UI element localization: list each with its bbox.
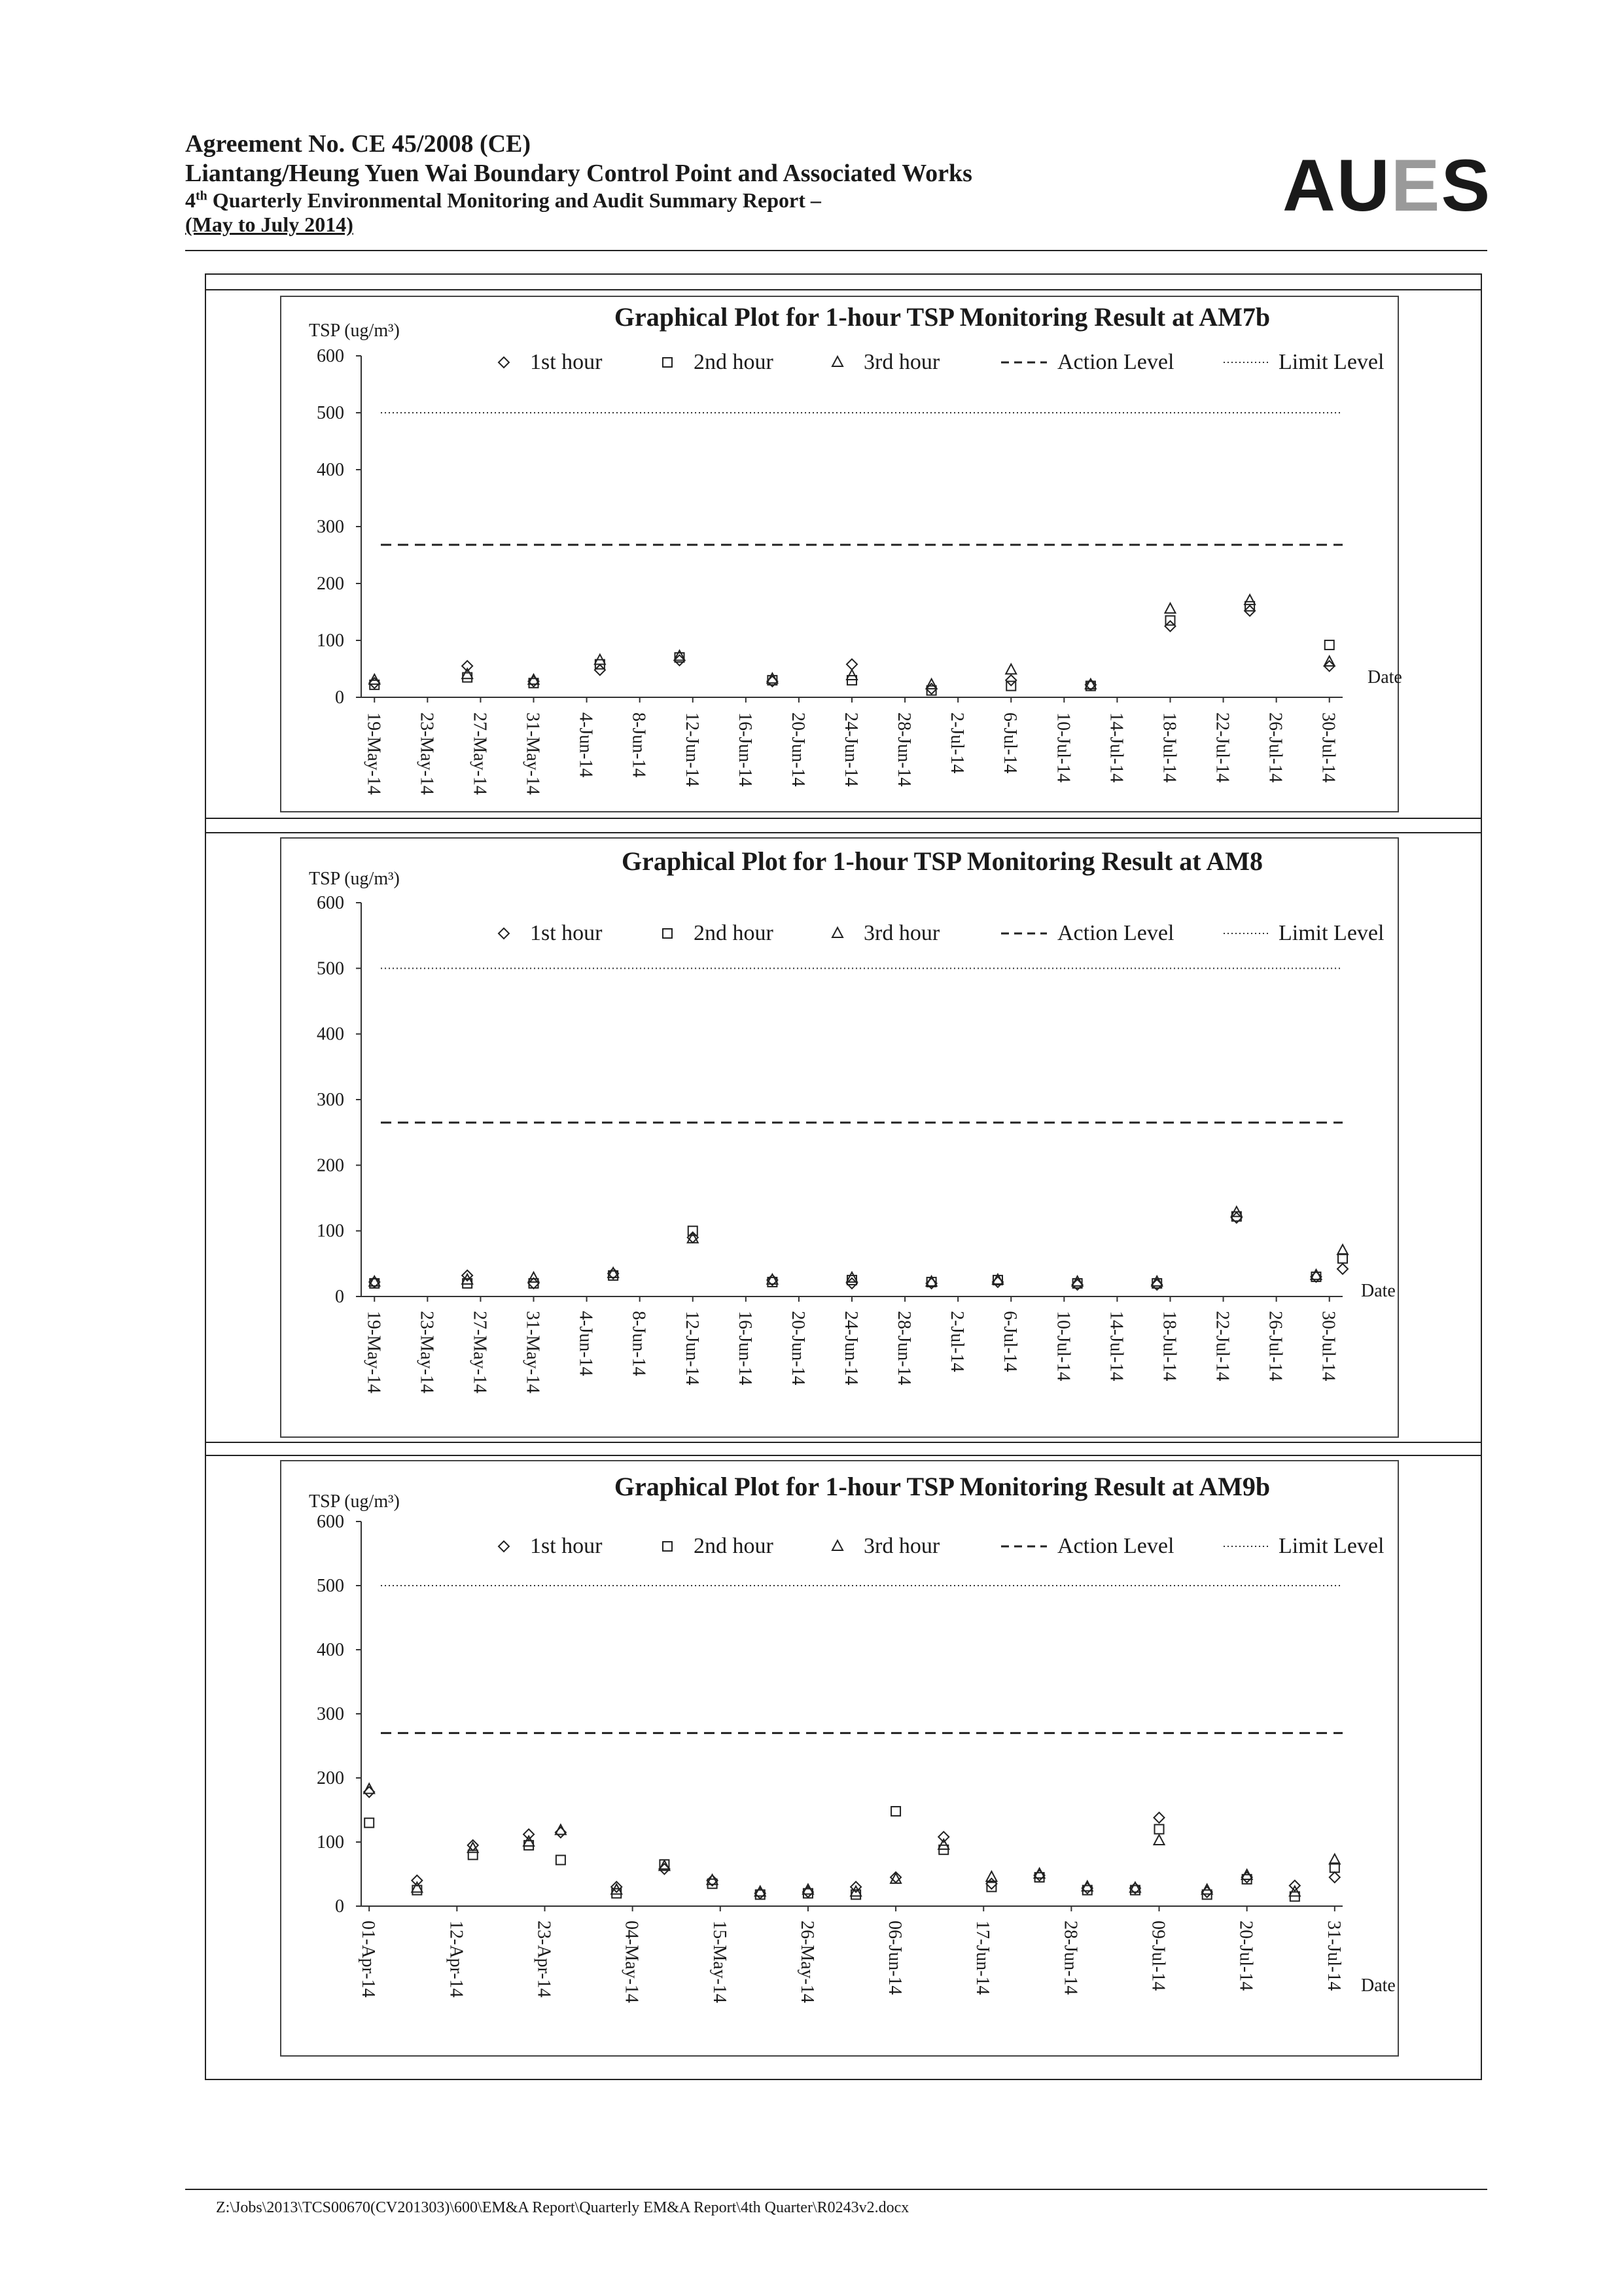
report-title [185, 188, 972, 213]
x-tick-label: 23-May-14 [416, 1311, 437, 1393]
y-tick-label: 400 [317, 1640, 344, 1660]
x-tick-label: 19-May-14 [363, 1311, 384, 1393]
report-title-num: 4 [185, 188, 196, 212]
x-tick-label: 20-Jun-14 [787, 1311, 808, 1385]
x-tick-label: 12-Jun-14 [681, 1311, 702, 1385]
chart-title: Graphical Plot for 1-hour TSP Monitoring Result at AM7b [614, 302, 1271, 332]
first-hour-point [847, 659, 857, 670]
legend-action-level: Action Level [1057, 921, 1174, 945]
x-tick-label: 24-Jun-14 [841, 1311, 861, 1385]
third-hour-point [1072, 1276, 1083, 1286]
series-3 [369, 595, 1334, 689]
legend-first-hour: 1st hour [530, 350, 603, 374]
file-path: Z:\Jobs\2013\TCS00670(CV201303)\600\EM&A Report\Quarterly EM&A Report\4th Quarter\R0243v2.docx [216, 2199, 909, 2216]
first-hour-point [1006, 675, 1016, 686]
x-tick-label: 04-May-14 [621, 1921, 642, 2003]
aues-logo [1282, 145, 1492, 226]
y-tick-label: 0 [335, 687, 344, 708]
series-2 [370, 602, 1333, 695]
series-1 [369, 606, 1334, 694]
x-tick-label: 17-Jun-14 [972, 1921, 993, 1995]
second-hour-point [891, 1807, 900, 1816]
third-hour-point [1244, 595, 1255, 604]
x-tick-label: 24-Jun-14 [841, 712, 861, 787]
x-axis-label: Date [1368, 667, 1402, 687]
x-tick-label: 18-Jul-14 [1159, 1311, 1180, 1382]
x-tick-label: 31-May-14 [522, 1311, 543, 1393]
legend-square-icon [663, 929, 672, 938]
project-title: Liantang/Heung Yuen Wai Boundary Control Point and Associated Works [185, 159, 972, 187]
x-axis-label: Date [1361, 1281, 1396, 1301]
third-hour-point [412, 1883, 422, 1892]
legend-first-hour: 1st hour [530, 921, 603, 945]
third-hour-point [369, 674, 380, 684]
third-hour-point [688, 1233, 698, 1243]
x-tick-label: 19-May-14 [363, 712, 384, 795]
third-hour-point [1152, 1276, 1162, 1286]
second-hour-point [468, 1851, 478, 1860]
third-hour-point [847, 1272, 857, 1282]
first-hour-point [986, 1879, 997, 1889]
y-tick-label: 500 [317, 403, 344, 423]
chart-title: Graphical Plot for 1-hour TSP Monitoring Result at AM9b [614, 1472, 1271, 1501]
y-tick-label: 400 [317, 460, 344, 480]
x-tick-label: 09-Jul-14 [1148, 1921, 1169, 1991]
x-tick-label: 22-Jul-14 [1212, 1311, 1233, 1382]
x-tick-label: 23-May-14 [416, 712, 437, 795]
third-hour-point [1202, 1885, 1212, 1894]
second-hour-point [1325, 640, 1334, 650]
x-tick-label: 23-Apr-14 [533, 1921, 554, 1998]
first-hour-point [412, 1875, 422, 1886]
y-tick-label: 600 [317, 1512, 344, 1532]
legend-diamond-icon [499, 1541, 509, 1552]
chart-legend [499, 1534, 1384, 1558]
chart-panel-am7b [280, 296, 1402, 812]
y-tick-label: 300 [317, 517, 344, 537]
legend-action-level: Action Level [1057, 1534, 1174, 1558]
chart-title: Graphical Plot for 1-hour TSP Monitoring Result at AM8 [621, 846, 1263, 876]
chart-am9b [281, 1461, 1398, 2055]
x-tick-label: 20-Jun-14 [787, 712, 808, 787]
second-hour-point [1155, 1824, 1164, 1834]
third-hour-point [462, 669, 472, 678]
y-tick-label: 500 [317, 1576, 344, 1596]
second-hour-point [364, 1818, 374, 1828]
report-title-rest: Quarterly Environmental Monitoring and Audit Summary Report – [207, 188, 821, 212]
series-1 [364, 1787, 1340, 1899]
legend-square-icon [663, 358, 672, 367]
third-hour-point [1154, 1835, 1165, 1845]
y-tick-label: 200 [317, 1768, 344, 1788]
chart-legend [499, 350, 1384, 374]
first-hour-point [1154, 1813, 1165, 1823]
x-tick-label: 6-Jul-14 [1000, 712, 1021, 774]
series-1 [369, 1213, 1348, 1290]
chart-panel-am9b [280, 1460, 1399, 2057]
legend-triangle-icon [832, 1540, 843, 1550]
legend-limit-level: Limit Level [1279, 1534, 1385, 1558]
y-axis-label: TSP (ug/m³) [309, 1491, 400, 1512]
y-tick-label: 200 [317, 1155, 344, 1176]
third-hour-point [1337, 1245, 1348, 1255]
series-2 [370, 1212, 1347, 1288]
report-header [185, 130, 972, 237]
x-tick-label: 26-Jul-14 [1265, 712, 1286, 783]
y-tick-label: 400 [317, 1024, 344, 1045]
x-tick-label: 12-Jun-14 [681, 712, 702, 787]
second-hour-point [1338, 1254, 1347, 1263]
x-tick-label: 8-Jun-14 [628, 712, 649, 778]
legend-square-icon [663, 1542, 672, 1551]
chart-legend [499, 921, 1384, 945]
x-tick-label: 26-Jul-14 [1265, 1311, 1286, 1382]
legend-third-hour: 3rd hour [864, 350, 940, 374]
frame-divider-2 [205, 832, 1482, 833]
x-tick-label: 31-May-14 [522, 712, 543, 795]
chart-am8 [281, 839, 1398, 1436]
logo-part-au: AU [1282, 145, 1391, 226]
x-tick-label: 16-Jun-14 [734, 712, 755, 787]
x-tick-label: 06-Jun-14 [885, 1921, 906, 1995]
second-hour-point [412, 1886, 421, 1895]
first-hour-point [1330, 1872, 1340, 1883]
x-tick-label: 18-Jul-14 [1159, 712, 1180, 783]
y-tick-label: 0 [335, 1896, 344, 1917]
x-tick-label: 30-Jul-14 [1318, 1311, 1339, 1382]
y-tick-label: 100 [317, 631, 344, 651]
third-hour-point [1165, 603, 1175, 613]
third-hour-point [1006, 664, 1016, 674]
report-period: (May to July 2014) [185, 213, 353, 237]
agreement-number: Agreement No. CE 45/2008 (CE) [185, 130, 531, 158]
y-tick-label: 0 [335, 1287, 344, 1307]
footer-rule [185, 2189, 1487, 2190]
third-hour-point [364, 1784, 374, 1794]
x-tick-label: 6-Jul-14 [1000, 1311, 1021, 1372]
third-hour-point [1330, 1854, 1340, 1864]
x-tick-label: 27-May-14 [469, 712, 490, 795]
y-tick-label: 500 [317, 958, 344, 979]
chart-am7b [281, 297, 1402, 811]
legend-diamond-icon [499, 357, 509, 368]
x-tick-label: 28-Jun-14 [894, 712, 915, 787]
x-tick-label: 16-Jun-14 [734, 1311, 755, 1385]
y-tick-label: 300 [317, 1704, 344, 1724]
frame-divider-4 [205, 1455, 1482, 1456]
third-hour-point [556, 1824, 566, 1834]
x-tick-label: 2-Jul-14 [947, 1311, 968, 1372]
x-tick-label: 31-Jul-14 [1323, 1921, 1344, 1991]
first-hour-point [364, 1787, 374, 1798]
second-hour-point [987, 1883, 996, 1892]
second-hour-point [556, 1855, 565, 1864]
y-tick-label: 100 [317, 1832, 344, 1852]
first-hour-point [523, 1829, 534, 1839]
legend-second-hour: 2nd hour [694, 1534, 773, 1558]
x-tick-label: 20-Jul-14 [1235, 1921, 1256, 1991]
legend-action-level: Action Level [1057, 350, 1174, 374]
x-axis-label: Date [1361, 1975, 1396, 1996]
logo-part-e: E [1390, 145, 1441, 226]
third-hour-point [529, 1272, 539, 1282]
x-tick-label: 8-Jun-14 [628, 1311, 649, 1376]
x-tick-label: 2-Jul-14 [947, 712, 968, 774]
first-hour-point [1165, 621, 1175, 631]
header-rule [185, 250, 1487, 251]
y-tick-label: 300 [317, 1090, 344, 1110]
legend-triangle-icon [832, 357, 843, 366]
x-tick-label: 4-Jun-14 [575, 712, 596, 778]
x-tick-label: 12-Apr-14 [446, 1921, 467, 1998]
logo-part-s: S [1441, 145, 1492, 226]
chart-panel-am8 [280, 837, 1399, 1438]
x-tick-label: 14-Jul-14 [1106, 712, 1127, 783]
legend-limit-level: Limit Level [1279, 350, 1385, 374]
x-tick-label: 15-May-14 [709, 1921, 730, 2003]
legend-diamond-icon [499, 928, 509, 939]
x-tick-label: 01-Apr-14 [358, 1921, 379, 1998]
series-2 [364, 1807, 1339, 1901]
x-tick-label: 14-Jul-14 [1106, 1311, 1127, 1382]
third-hour-point [986, 1871, 997, 1881]
legend-third-hour: 3rd hour [864, 1534, 940, 1558]
third-hour-point [767, 673, 777, 683]
y-tick-label: 600 [317, 346, 344, 366]
x-tick-label: 22-Jul-14 [1212, 712, 1233, 783]
first-hour-point [1337, 1264, 1348, 1274]
first-hour-point [369, 678, 380, 688]
x-tick-label: 30-Jul-14 [1318, 712, 1339, 783]
third-hour-point [938, 1839, 949, 1849]
report-title-sup: th [196, 188, 207, 203]
y-tick-label: 200 [317, 574, 344, 594]
second-hour-point [529, 1279, 538, 1288]
y-axis-label: TSP (ug/m³) [309, 869, 400, 889]
x-tick-label: 10-Jul-14 [1053, 1311, 1074, 1382]
y-tick-label: 100 [317, 1221, 344, 1242]
first-hour-point [595, 665, 605, 675]
legend-limit-level: Limit Level [1279, 921, 1385, 945]
x-tick-label: 28-Jun-14 [1060, 1921, 1081, 1995]
legend-third-hour: 3rd hour [864, 921, 940, 945]
x-tick-label: 10-Jul-14 [1053, 712, 1074, 783]
frame-divider-1 [205, 818, 1482, 819]
frame-divider-3 [205, 1442, 1482, 1443]
legend-triangle-icon [832, 928, 843, 937]
frame-top-rule [205, 289, 1482, 290]
y-axis-label: TSP (ug/m³) [309, 321, 400, 341]
series-3 [364, 1784, 1340, 1896]
x-tick-label: 27-May-14 [469, 1311, 490, 1393]
legend-first-hour: 1st hour [530, 1534, 603, 1558]
series-3 [369, 1207, 1348, 1286]
x-tick-label: 4-Jun-14 [575, 1311, 596, 1376]
y-tick-label: 600 [317, 893, 344, 913]
x-tick-label: 26-May-14 [796, 1921, 817, 2003]
x-tick-label: 28-Jun-14 [894, 1311, 915, 1385]
legend-second-hour: 2nd hour [694, 921, 773, 945]
third-hour-point [847, 670, 857, 680]
legend-second-hour: 2nd hour [694, 350, 773, 374]
